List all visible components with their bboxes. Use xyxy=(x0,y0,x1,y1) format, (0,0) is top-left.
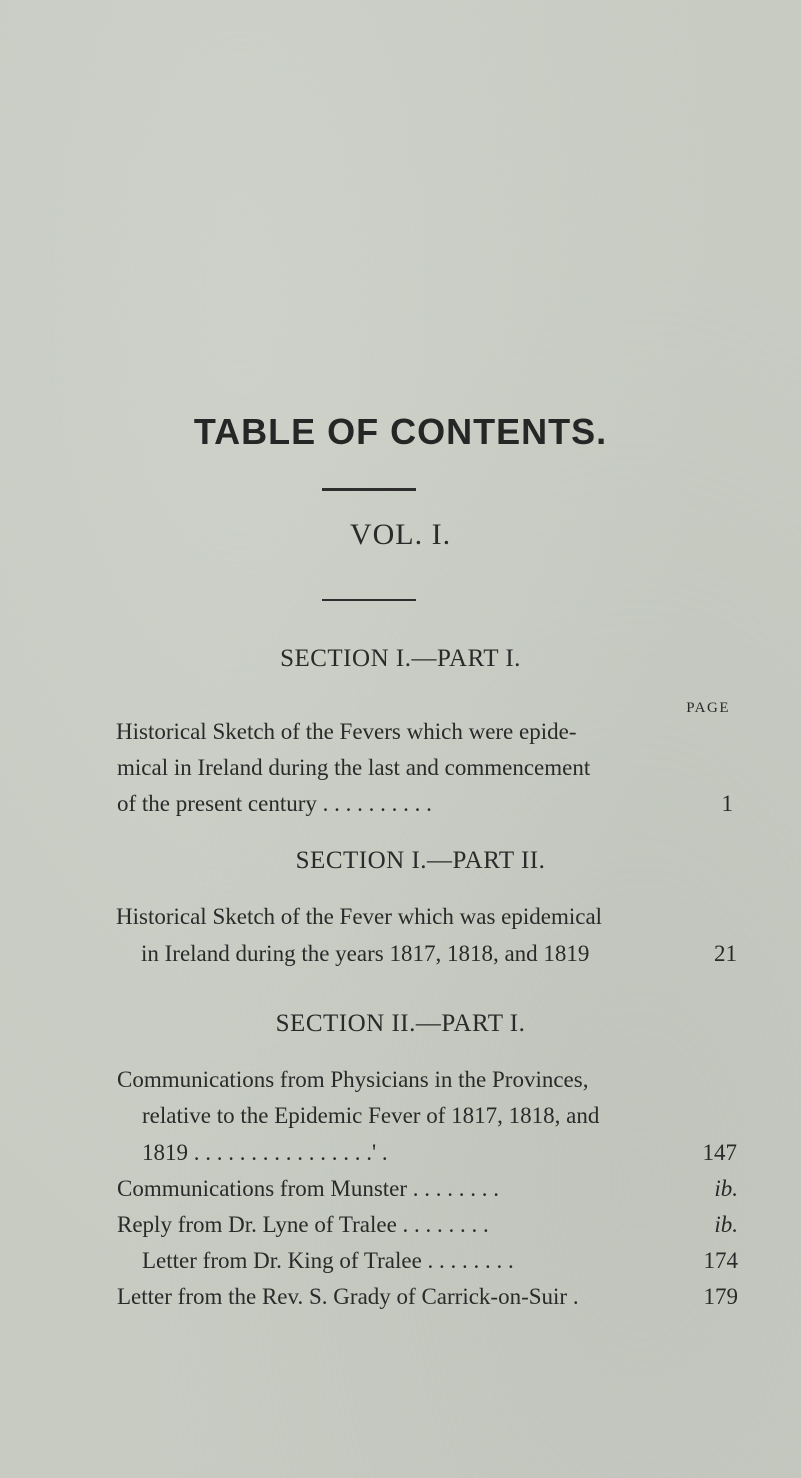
toc-page-number: ib. xyxy=(714,1212,738,1237)
toc-page-number: 147 xyxy=(702,1140,737,1165)
toc-page-number: 21 xyxy=(714,941,737,966)
toc-entry-line: Letter from the Rev. S. Grady of Carrick-on-Suir . xyxy=(117,1284,579,1309)
toc-entry-line: Communications from Physicians in the Provinces, xyxy=(117,1067,589,1092)
toc-entry-line: 1819 . . . . . . . . . . . . . . . .' . xyxy=(142,1140,388,1165)
toc-entry-line: Letter from Dr. King of Tralee . . . . . . . . xyxy=(142,1248,514,1273)
toc-entry-line: mical in Ireland during the last and commencement xyxy=(117,755,591,780)
toc-page-number: 1 xyxy=(721,791,733,816)
toc-entry-line: Reply from Dr. Lyne of Tralee . . . . . . . . xyxy=(117,1212,489,1237)
volume-rule xyxy=(322,599,416,601)
title-rule xyxy=(322,488,416,491)
toc-entry-line: relative to the Epidemic Fever of 1817, 1818, and xyxy=(142,1103,600,1128)
page-column-header: PAGE xyxy=(686,700,730,716)
toc-entry-line: Communications from Munster . . . . . . . . xyxy=(117,1176,500,1201)
toc-entry-line: of the present century . . . . . . . . . . xyxy=(117,791,432,816)
toc-page-number: 174 xyxy=(703,1248,738,1273)
volume-label: VOL. I. xyxy=(349,518,452,551)
toc-entry-line: in Ireland during the years 1817, 1818, and 1819 xyxy=(141,941,590,966)
toc-page-number: ib. xyxy=(714,1176,738,1201)
toc-entry-line: Historical Sketch of the Fevers which were epide- xyxy=(116,719,577,744)
section-heading: SECTION II.—PART I. xyxy=(275,1010,526,1037)
toc-entry-line: Historical Sketch of the Fever which was epidemical xyxy=(116,904,603,929)
toc-page-number: 179 xyxy=(703,1284,738,1309)
page-title: TABLE OF CONTENTS. xyxy=(193,411,608,452)
section-heading: SECTION I.—PART II. xyxy=(295,847,546,874)
section-heading: SECTION I.—PART I. xyxy=(280,645,521,672)
